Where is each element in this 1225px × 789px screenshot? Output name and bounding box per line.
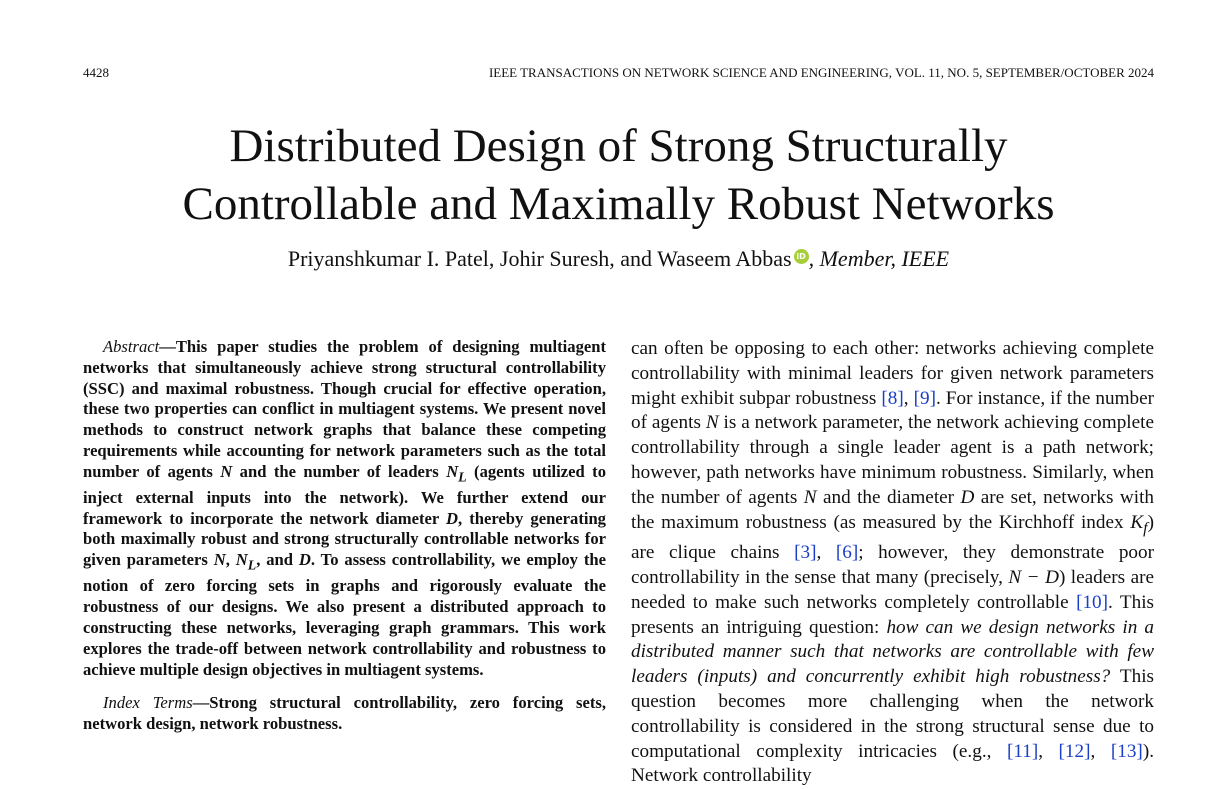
research-question: how can we design networks in a distributed manner such that networks are controllable with few leaders (inputs) and concurrently exhibit high robustness?: [631, 616, 1154, 688]
abstract: Abstract—This paper studies the problem of designing multiagent networks that simultaneously achieve strong structural controllability (SSC) and maximal robustness. Though crucial for effective operation, these two properties can conflict in multiagent systems. We present novel methods to construct network graphs that balance these competing requirements while accounting for network parameters such as the total number of agents N and the number of leaders $N_L$ (agents utilized to inject external inputs into the network). We further extend our framework to incorporate the network diameter D, thereby generating both maximally robust and strong structurally controllable networks for given parameters N, $N_L$, and D. To assess controllability, we employ the notion of zero forcing sets in graphs and rigorously evaluate the robustness of our designs. We also present a distributed approach to constructing these networks, leveraging graph grammars. This work explores the trade-off between network controllability and robustness to achieve multiple design objectives in multiagent systems.: [83, 337, 607, 679]
paper-title: [83, 117, 1154, 233]
author-names: Priyanshkumar I. Patel, Johir Suresh, and Waseem Abbas: [287, 246, 792, 271]
index-terms: Index Terms—Strong structural controllability, zero forcing sets, network design, network robustness.: [83, 693, 607, 734]
title-line-2: Controllable and Maximally Robust Networks: [182, 178, 1055, 230]
citation-link[interactable]: [9]: [913, 387, 936, 409]
author-membership: , Member, IEEE: [808, 246, 950, 271]
left-column: [83, 337, 606, 735]
right-column: [631, 337, 1154, 789]
citation-link[interactable]: [6]: [835, 542, 859, 564]
page-number: 4428: [83, 65, 109, 80]
journal-header: IEEE TRANSACTIONS ON NETWORK SCIENCE AND ENGINEERING, VOL. 11, NO. 5, SEPTEMBER/OCTOBER 2024: [488, 65, 1154, 80]
citation-link[interactable]: [11]: [1006, 740, 1039, 762]
index-terms-label: Index Terms: [103, 693, 193, 713]
author-line: [83, 244, 1154, 274]
citation-link[interactable]: [3]: [794, 542, 817, 564]
orcid-icon[interactable]: iD: [794, 249, 809, 264]
math-NL: $N_L$: [446, 461, 467, 485]
math-N: N: [220, 461, 233, 481]
body-paragraph: can often be opposing to each other: networks achieving complete controllability with minimal leaders for given network parameters might exhibit subpar robustness [8], [9]. For instance, if the number of agents N is a network parameter, the network achieving complete controllability through a single leader agent is a path network; however, path networks have minimum robustness. Similarly, when the number of agents N and the diameter D are set, networks with the maximum robustness (as measured by the Kirchhoff index $K_f$) are clique chains [3], [6]; however, they demonstrate poor controllability in the sense that many (precisely, N − D) leaders are needed to make such networks completely controllable [10]. This presents an intriguing question: how can we design networks in a distributed manner such that networks are controllable with few leaders (inputs) and concurrently exhibit high robustness? This question becomes more challenging when the network controllability is considered in the strong structural sense due to computational complexity intricacies (e.g., [11], [12], [13]). Network controllability: [631, 338, 1155, 787]
citation-link[interactable]: [13]: [1110, 740, 1143, 762]
title-line-1: Distributed Design of Strong Structurally: [229, 120, 1008, 172]
math-D: D: [446, 508, 458, 528]
math-Kf: $K_f$: [1130, 511, 1148, 537]
citation-link[interactable]: [12]: [1058, 740, 1091, 762]
abstract-label: Abstract: [103, 337, 160, 356]
citation-link[interactable]: [10]: [1076, 591, 1109, 613]
citation-link[interactable]: [8]: [881, 387, 904, 409]
